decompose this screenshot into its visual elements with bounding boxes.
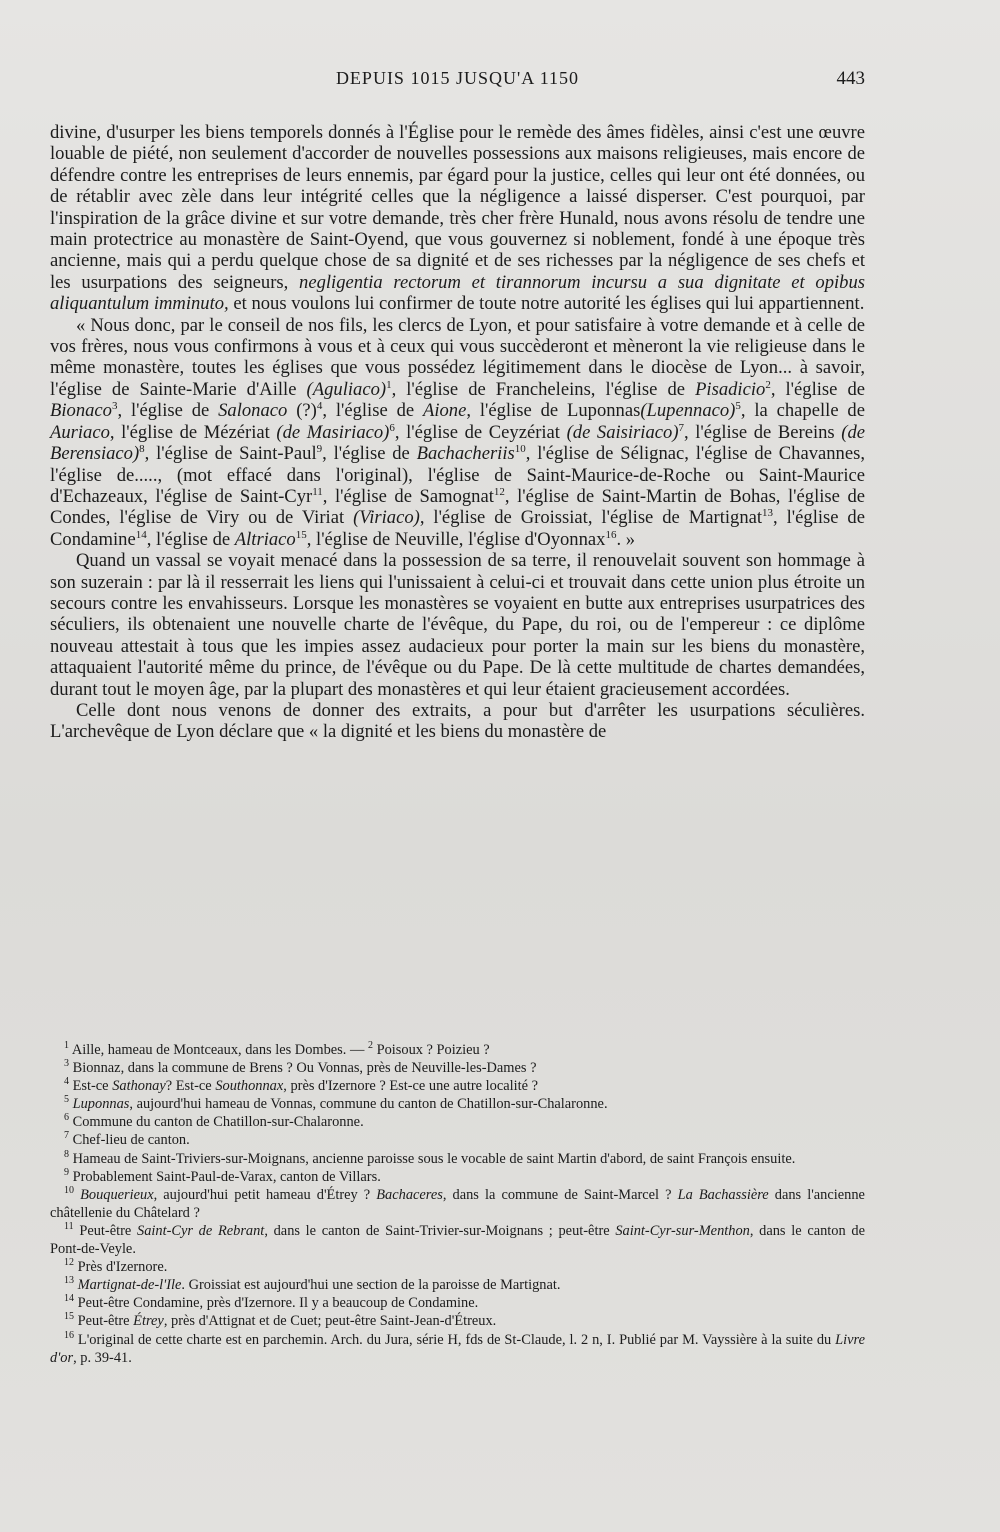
footnote-10: $^{10}$ Bouquerieux, aujourd'hui petit hameau d'Étrey ? Bachaceres, dans la commune de Saint-Marcel ? La Bachassière dans l'ancienne châtellenie du Châtelard ? <box>50 1184 865 1221</box>
footnote-13: $^{13}$ Martignat-de-l'Ile. Groissiat est aujourd'hui une section de la paroisse de Martignat. <box>64 1275 561 1294</box>
footnote-15: $^{15}$ Peut-être Étrey, près d'Attignat et de Cuet; peut-être Saint-Jean-d'Étreux. <box>64 1311 497 1330</box>
main-text <box>50 122 865 743</box>
footnote-ref[interactable]: 5 <box>735 400 741 413</box>
footnote-ref[interactable]: 2 <box>765 378 771 391</box>
footnote-1: $^1$ Aille, hameau de Montceaux, dans les Dombes. — $^2$ Poisoux ? Poizieu ? <box>64 1040 490 1058</box>
footnote-9: $^9$ Probablement Saint-Paul-de-Varax, canton de Villars. <box>64 1166 381 1185</box>
footnote-ref[interactable]: 14 <box>135 528 147 541</box>
footnote-ref[interactable]: 1 <box>386 378 392 391</box>
footnote-4: $^4$ Est-ce Sathonay? Est-ce Southonnax, près d'Izernore ? Est-ce une autre localité ? <box>64 1076 538 1095</box>
footnote-12: $^{12}$ Près d'Izernore. <box>64 1257 168 1276</box>
footnote-ref[interactable]: 10 <box>514 442 526 455</box>
running-head: DEPUIS 1015 JUSQU'A 1150 <box>335 68 580 88</box>
footnote-ref[interactable]: 15 <box>295 528 307 541</box>
footnote-ref[interactable]: 9 <box>316 442 323 455</box>
footnote-5: $^5$ Luponnas, aujourd'hui hameau de Vonnas, commune du canton de Chatillon-sur-Chalaronne. <box>64 1094 608 1113</box>
footnote-16: $^{16}$ L'original de cette charte est en parchemin. Arch. du Jura, série H, fds de St-Claude, l. 2 n, I. Publié par M. Vayssière à la suite du Livre d'or, p. 39-41. <box>50 1329 865 1366</box>
footnote-11: $^{11}$ Peut-être Saint-Cyr de Rebrant, dans le canton de Saint-Trivier-sur-Moignans ; peut-être Saint-Cyr-sur-Menthon, dans le canton de Pont-de-Veyle. <box>50 1221 865 1258</box>
footnote-ref[interactable]: 6 <box>389 421 395 434</box>
footnote-ref[interactable]: 16 <box>605 528 617 541</box>
footnote-ref[interactable]: 12 <box>493 485 505 498</box>
latin-quote: negligentia rectorum et tirannorum incursu a sua dignitate et opibus aliquantulum imminuto, <box>50 271 865 315</box>
page-header <box>50 68 865 98</box>
footnote-ref[interactable]: 8 <box>139 442 145 455</box>
paragraph-4: Celle dont nous venons de donner des extraits, a pour but d'arrêter les usurpations séculières. L'archevêque de Lyon déclare que « la dignité et les biens du monastère de <box>50 699 865 743</box>
footnote-ref[interactable]: 7 <box>678 421 685 434</box>
footnote-6: $^6$ Commune du canton de Chatillon-sur-Chalaronne. <box>64 1112 364 1131</box>
paragraph-3: Quand un vassal se voyait menacé dans la possession de sa terre, il renouvelait souvent son hommage à son suzerain : par là il resserrait les liens qui l'unissaient à celui-ci et trouvait dans cette union plus étroite un secours contre les envahisseurs. Lorsque les monastères se voyaient en butte aux entreprises usurpatrices des séculiers, ils obtenaient une nouvelle charte de l'évêque, du Pape, du roi, ou de l'empereur : ce diplôme nouveau attestait à tous que les impies assez audacieux pour porter la main sur les biens du monastère, attaquaient l'autorité même du prince, de l'évêque ou du Pape. De là cette multitude de chartes demandées, durant tout le moyen âge, par la plupart des monastères et qui leur étaient gracieusement accordées. <box>50 550 865 700</box>
footnotes <box>50 1041 865 1367</box>
footnote-ref[interactable]: 13 <box>762 507 774 520</box>
footnote-ref[interactable]: 11 <box>312 485 323 498</box>
footnote-8: $^8$ Hameau de Saint-Triviers-sur-Moignans, ancienne paroisse sous le vocable de saint Martin d'abord, de saint François ensuite. <box>64 1148 796 1167</box>
page-number: 443 <box>836 68 865 89</box>
footnote-ref[interactable]: 4 <box>316 400 323 413</box>
paragraph-2: « Nous donc, par le conseil de nos fils, les clercs de Lyon, et pour satisfaire à votre demande et à celle de vos frères, nous vous confirmons à vous et à ceux qui vous succèderont et mèneront la vie religieuse dans le même monastère, toutes les églises que vous possédez légitimement dans le diocèse de Lyon... à savoir, l'église de Sainte-Marie d'Aille (Aguliaco)$^1$, l'église de Francheleins, l'église de Pisadicio$^2$, l'église de Bionaco$^3$, l'église de Salonaco (?)$^4$, l'église de Aione, l'église de Luponnas(Lupennaco)$^5$, la chapelle de Auriaco, l'église de Mézériat (de Masiriaco)$^6$, l'église de Ceyzériat (de Saisiriaco)$^7$, l'église de Bereins (de Berensiaco)$^8$, l'église de Saint-Paul$^9$, l'église de Bachacheriis$^{10}$, l'église de Sélignac, l'église de Chavannes, l'église de....., (mot effacé dans l'original), l'église de Saint-Maurice-de-Roche ou Saint-Maurice d'Echazeaux, l'église de Saint-Cyr$^{11}$, l'église de Samognat$^{12}$, l'église de Saint-Martin de Bohas, l'église de Condes, l'église de Viry ou de Viriat (Viriaco), l'église de Groissiat, l'église de Martignat$^{13}$, l'église de Condamine$^{14}$, l'église de Altriaco$^{15}$, l'église de Neuville, l'église d'Oyonnax$^{16}$. » <box>50 314 866 550</box>
paragraph-1: divine, d'usurper les biens temporels donnés à l'Église pour le remède des âmes fidèles, ainsi c'est une œuvre louable de piété, non seulement d'accorder de nouvelles possessions aux maisons religieuses, mais encore de défendre contre les entreprises de leurs ennemis, par égard pour la justice, celles qui leur ont été données, ou de rétablir avec zèle dans leur intégrité celles que la négligence a laissé disperser. C'est pourquoi, par l'inspiration de la grâce divine et sur votre demande, très cher frère Hunald, nous avons résolu de tendre une main protectrice au monastère de Saint-Oyend, que vous gouvernez si noblement, fondé à une époque très ancienne, mais qui a perdu quelque chose de sa dignité et de ses richesses par la négligence de ses chefs et les usurpations des seigneurs, negligentia rectorum et tirannorum incursu a sua dignitate et opibus aliquantulum imminuto, et nous voulons lui confirmer de toute notre autorité les églises qui lui appartiennent. <box>50 122 865 315</box>
footnote-3: $^3$ Bionnaz, dans la commune de Brens ? Ou Vonnas, près de Neuville-les-Dames ? <box>64 1058 537 1077</box>
footnote-14: $^{14}$ Peut-être Condamine, près d'Izernore. Il y a beaucoup de Condamine. <box>64 1293 479 1312</box>
footnote-ref[interactable]: 3 <box>111 400 118 413</box>
footnote-7: $^7$ Chef-lieu de canton. <box>64 1130 190 1149</box>
